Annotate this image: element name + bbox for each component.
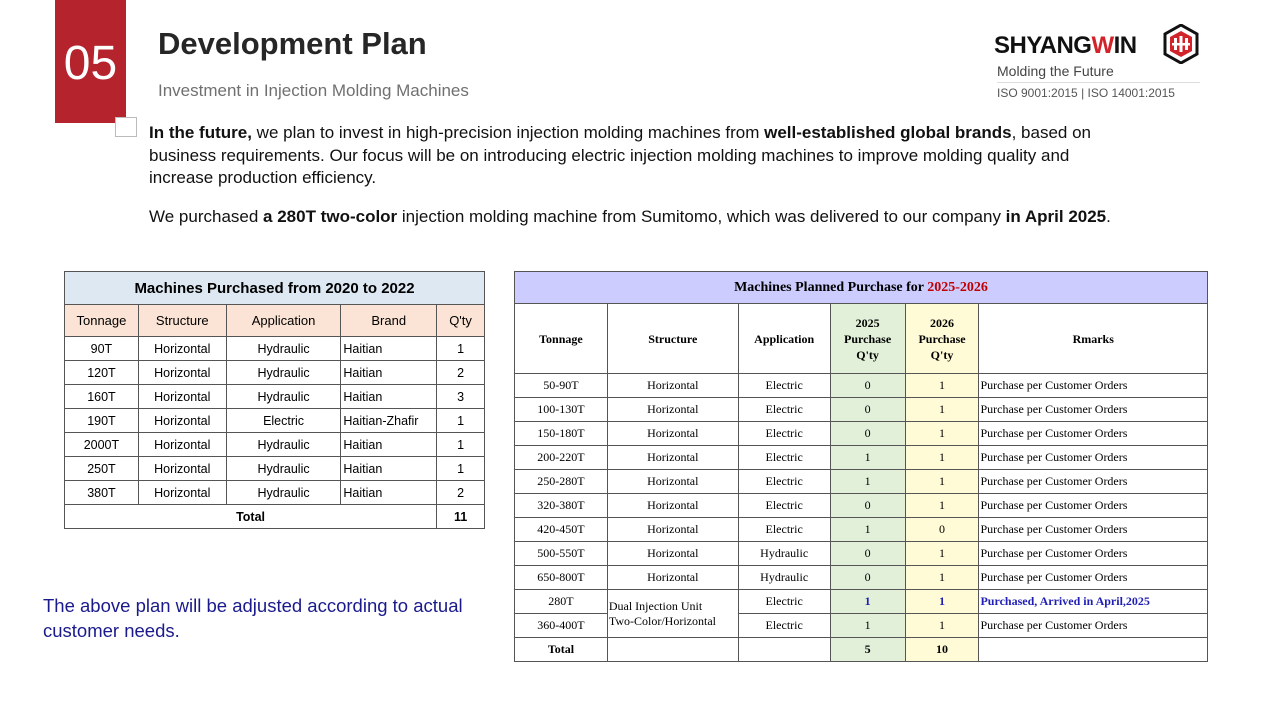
planned-col-2025-qty: 2025 Purchase Q'ty bbox=[830, 304, 905, 374]
purchased-col-application: Application bbox=[226, 305, 341, 337]
purchased-cell-tonnage: 250T bbox=[65, 457, 139, 481]
brand-name-accent: W bbox=[1091, 32, 1114, 59]
planned-cell-tonnage: 420-450T bbox=[515, 518, 608, 542]
purchased-cell-structure: Horizontal bbox=[138, 409, 226, 433]
planned-cell-remark: Purchase per Customer Orders bbox=[979, 374, 1208, 398]
planned-cell-qty-2025: 1 bbox=[830, 446, 905, 470]
planned-col-2026-qty: 2026 Purchase Q'ty bbox=[905, 304, 979, 374]
purchased-cell-application: Hydraulic bbox=[226, 337, 341, 361]
planned-cell-application: Electric bbox=[738, 518, 830, 542]
planned-cell-tonnage: 500-550T bbox=[515, 542, 608, 566]
planned-total-empty-3 bbox=[979, 638, 1208, 662]
planned-cell-tonnage: 150-180T bbox=[515, 422, 608, 446]
planned-cell-qty-2025: 0 bbox=[830, 422, 905, 446]
planned-cell-tonnage: 100-130T bbox=[515, 398, 608, 422]
purchased-col-brand: Brand bbox=[341, 305, 437, 337]
purchased-cell-tonnage: 380T bbox=[65, 481, 139, 505]
purchased-cell-qty: 1 bbox=[437, 409, 485, 433]
logo-divider bbox=[997, 82, 1200, 83]
purchased-cell-brand: Haitian bbox=[341, 385, 437, 409]
planned-total-label: Total bbox=[515, 638, 608, 662]
special-qty-2026: 1 bbox=[905, 590, 979, 614]
purchased-cell-qty: 2 bbox=[437, 361, 485, 385]
planned-cell-tonnage: 320-380T bbox=[515, 494, 608, 518]
planned-total-2026: 10 bbox=[905, 638, 979, 662]
planned-cell-structure: Horizontal bbox=[607, 398, 738, 422]
planned-col-remarks: Rmarks bbox=[979, 304, 1208, 374]
table-row bbox=[65, 457, 485, 481]
intro-p2-text-3: . bbox=[1106, 207, 1111, 226]
last-remark: Purchase per Customer Orders bbox=[979, 614, 1208, 638]
planned-cell-qty-2025: 1 bbox=[830, 518, 905, 542]
brand-name bbox=[994, 32, 1137, 60]
purchased-cell-brand: Haitian bbox=[341, 481, 437, 505]
planned-special-row bbox=[515, 590, 1208, 614]
planned-cell-application: Electric bbox=[738, 398, 830, 422]
purchased-machines-table bbox=[64, 271, 485, 529]
planned-cell-remark: Purchase per Customer Orders bbox=[979, 470, 1208, 494]
special-qty-2025: 1 bbox=[830, 590, 905, 614]
purchased-col-structure: Structure bbox=[138, 305, 226, 337]
table-row bbox=[515, 470, 1208, 494]
planned-cell-qty-2025: 0 bbox=[830, 542, 905, 566]
purchased-cell-structure: Horizontal bbox=[138, 361, 226, 385]
purchased-cell-brand: Haitian bbox=[341, 361, 437, 385]
table-row bbox=[515, 446, 1208, 470]
planned-cell-tonnage: 200-220T bbox=[515, 446, 608, 470]
planned-cell-application: Hydraulic bbox=[738, 542, 830, 566]
last-tonnage: 360-400T bbox=[515, 614, 608, 638]
planned-cell-qty-2026: 1 bbox=[905, 566, 979, 590]
planned-cell-structure: Horizontal bbox=[607, 566, 738, 590]
planned-cell-structure: Horizontal bbox=[607, 494, 738, 518]
planned-cell-remark: Purchase per Customer Orders bbox=[979, 518, 1208, 542]
planned-caption-prefix: Machines Planned Purchase for bbox=[734, 279, 928, 295]
purchased-cell-tonnage: 160T bbox=[65, 385, 139, 409]
purchased-table-caption: Machines Purchased from 2020 to 2022 bbox=[65, 272, 485, 305]
planned-caption-years: 2025-2026 bbox=[927, 279, 988, 295]
planned-cell-structure: Horizontal bbox=[607, 374, 738, 398]
intro-p1-bold-2: well-established global brands bbox=[764, 123, 1012, 142]
purchased-cell-structure: Horizontal bbox=[138, 481, 226, 505]
planned-cell-qty-2026: 1 bbox=[905, 494, 979, 518]
purchased-cell-tonnage: 120T bbox=[65, 361, 139, 385]
planned-table-caption bbox=[515, 272, 1208, 304]
planned-cell-qty-2026: 1 bbox=[905, 422, 979, 446]
purchased-cell-application: Hydraulic bbox=[226, 385, 341, 409]
intro-p2-bold-2: in April 2025 bbox=[1005, 207, 1107, 226]
purchased-cell-brand: Haitian bbox=[341, 457, 437, 481]
table-row bbox=[515, 398, 1208, 422]
planned-cell-qty-2025: 0 bbox=[830, 566, 905, 590]
purchased-cell-structure: Horizontal bbox=[138, 385, 226, 409]
planned-total-empty-2 bbox=[738, 638, 830, 662]
section-number-badge bbox=[55, 0, 126, 123]
intro-p1-text-1: we plan to invest in high-precision injection molding machines from bbox=[251, 123, 765, 142]
page-subtitle: Investment in Injection Molding Machines bbox=[158, 81, 469, 100]
planned-col-structure: Structure bbox=[607, 304, 738, 374]
planned-cell-application: Hydraulic bbox=[738, 566, 830, 590]
shyangwin-logo-icon bbox=[1163, 24, 1199, 64]
purchased-cell-structure: Horizontal bbox=[138, 457, 226, 481]
intro-paragraph-1 bbox=[149, 122, 1119, 190]
planned-cell-structure: Horizontal bbox=[607, 470, 738, 494]
purchased-table-body bbox=[65, 337, 485, 505]
purchased-col-qty: Q'ty bbox=[437, 305, 485, 337]
table-row bbox=[515, 494, 1208, 518]
purchased-cell-qty: 1 bbox=[437, 457, 485, 481]
intro-p2-text-2: injection molding machine from Sumitomo, which was delivered to our company bbox=[397, 207, 1006, 226]
purchased-cell-structure: Horizontal bbox=[138, 433, 226, 457]
purchased-cell-application: Electric bbox=[226, 409, 341, 433]
dual-structure-line-1: Dual Injection Unit bbox=[608, 598, 703, 613]
planned-table-body bbox=[515, 374, 1208, 590]
planned-cell-qty-2026: 1 bbox=[905, 398, 979, 422]
planned-cell-structure: Horizontal bbox=[607, 446, 738, 470]
special-tonnage: 280T bbox=[515, 590, 608, 614]
planned-cell-application: Electric bbox=[738, 494, 830, 518]
adjustment-note: The above plan will be adjusted according to actual customer needs. bbox=[43, 595, 463, 641]
purchased-cell-application: Hydraulic bbox=[226, 433, 341, 457]
last-qty-2026: 1 bbox=[905, 614, 979, 638]
table-row bbox=[65, 409, 485, 433]
planned-cell-structure: Horizontal bbox=[607, 542, 738, 566]
purchased-cell-tonnage: 90T bbox=[65, 337, 139, 361]
planned-cell-qty-2026: 1 bbox=[905, 374, 979, 398]
table-row bbox=[65, 361, 485, 385]
planned-cell-application: Electric bbox=[738, 446, 830, 470]
planned-cell-qty-2026: 1 bbox=[905, 446, 979, 470]
brand-name-prefix: SHYANG bbox=[994, 32, 1092, 59]
purchased-cell-structure: Horizontal bbox=[138, 337, 226, 361]
planned-cell-structure: Horizontal bbox=[607, 422, 738, 446]
purchased-cell-application: Hydraulic bbox=[226, 457, 341, 481]
table-row bbox=[515, 422, 1208, 446]
planned-cell-qty-2025: 1 bbox=[830, 470, 905, 494]
purchased-cell-qty: 1 bbox=[437, 433, 485, 457]
special-application: Electric bbox=[738, 590, 830, 614]
brand-slogan: Molding the Future bbox=[997, 63, 1114, 79]
table-row bbox=[65, 481, 485, 505]
purchased-cell-application: Hydraulic bbox=[226, 361, 341, 385]
last-qty-2025: 1 bbox=[830, 614, 905, 638]
planned-cell-remark: Purchase per Customer Orders bbox=[979, 398, 1208, 422]
table-row bbox=[65, 385, 485, 409]
intro-paragraph-2 bbox=[149, 206, 1119, 229]
planned-cell-structure: Horizontal bbox=[607, 518, 738, 542]
purchased-cell-brand: Haitian bbox=[341, 433, 437, 457]
purchased-cell-qty: 3 bbox=[437, 385, 485, 409]
intro-p2-text-1: We purchased bbox=[149, 207, 264, 226]
table-row bbox=[65, 337, 485, 361]
table-row bbox=[515, 566, 1208, 590]
purchased-cell-brand: Haitian bbox=[341, 337, 437, 361]
purchased-total-value: 11 bbox=[437, 505, 485, 529]
purchased-cell-brand: Haitian-Zhafir bbox=[341, 409, 437, 433]
last-application: Electric bbox=[738, 614, 830, 638]
brand-name-suffix: IN bbox=[1113, 32, 1137, 59]
planned-col-application: Application bbox=[738, 304, 830, 374]
planned-cell-remark: Purchase per Customer Orders bbox=[979, 542, 1208, 566]
intro-p2-bold-1: a 280T two-color bbox=[263, 207, 398, 226]
planned-cell-remark: Purchase per Customer Orders bbox=[979, 446, 1208, 470]
planned-cell-application: Electric bbox=[738, 422, 830, 446]
planned-cell-remark: Purchase per Customer Orders bbox=[979, 566, 1208, 590]
table-row bbox=[515, 374, 1208, 398]
special-remark: Purchased, Arrived in April,2025 bbox=[979, 590, 1208, 614]
planned-cell-qty-2026: 0 bbox=[905, 518, 979, 542]
iso-certifications: ISO 9001:2015 | ISO 14001:2015 bbox=[997, 86, 1175, 100]
planned-total-empty-1 bbox=[607, 638, 738, 662]
purchased-col-tonnage: Tonnage bbox=[65, 305, 139, 337]
purchased-total-row bbox=[65, 505, 485, 529]
planned-cell-qty-2026: 1 bbox=[905, 470, 979, 494]
purchased-cell-qty: 1 bbox=[437, 337, 485, 361]
intro-p1-text-2: , based on business requirements. Our focus will be on introducing electric injection molding machines to improve molding quality and increase production efficiency. bbox=[149, 123, 1092, 187]
dual-structure-line-2: Two-Color/Horizontal bbox=[608, 613, 716, 628]
checkbox-icon bbox=[115, 117, 137, 137]
planned-cell-qty-2025: 0 bbox=[830, 398, 905, 422]
purchased-cell-qty: 2 bbox=[437, 481, 485, 505]
planned-cell-remark: Purchase per Customer Orders bbox=[979, 494, 1208, 518]
purchased-cell-tonnage: 190T bbox=[65, 409, 139, 433]
table-row bbox=[515, 542, 1208, 566]
table-row bbox=[515, 518, 1208, 542]
company-logo bbox=[992, 24, 1202, 104]
planned-cell-qty-2025: 0 bbox=[830, 494, 905, 518]
planned-cell-application: Electric bbox=[738, 470, 830, 494]
planned-cell-tonnage: 250-280T bbox=[515, 470, 608, 494]
planned-col-tonnage: Tonnage bbox=[515, 304, 608, 374]
purchased-cell-tonnage: 2000T bbox=[65, 433, 139, 457]
purchased-cell-application: Hydraulic bbox=[226, 481, 341, 505]
table-row bbox=[65, 433, 485, 457]
planned-cell-tonnage: 50-90T bbox=[515, 374, 608, 398]
planned-total-row bbox=[515, 638, 1208, 662]
dual-structure-cell bbox=[607, 590, 738, 638]
intro-p1-bold-1: In the future, bbox=[149, 123, 252, 142]
purchased-total-label: Total bbox=[65, 505, 437, 529]
planned-cell-qty-2025: 0 bbox=[830, 374, 905, 398]
planned-cell-tonnage: 650-800T bbox=[515, 566, 608, 590]
planned-purchase-table bbox=[514, 271, 1208, 662]
planned-total-2025: 5 bbox=[830, 638, 905, 662]
page-title: Development Plan bbox=[158, 26, 427, 61]
planned-cell-application: Electric bbox=[738, 374, 830, 398]
planned-cell-qty-2026: 1 bbox=[905, 542, 979, 566]
section-number: 05 bbox=[63, 37, 118, 90]
planned-cell-remark: Purchase per Customer Orders bbox=[979, 422, 1208, 446]
